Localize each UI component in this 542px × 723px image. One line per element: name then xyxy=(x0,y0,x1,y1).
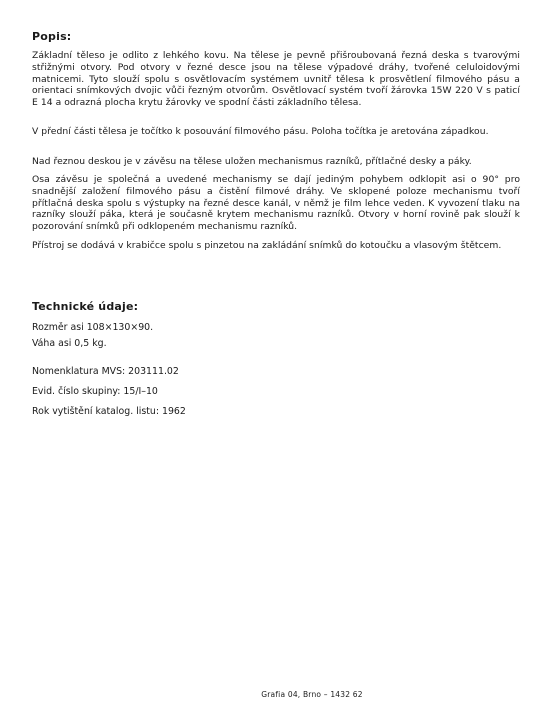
paragraph-body: Základní těleso je odlito z lehkého kovu. Na tělese je pevně přišroubovaná řezná deska s tvarovými střižnými otvory. Pod otvory v řezné desce jsou na tělese výpadové dráhy, tvořené celuloidovými matnicemi. Tyto slouží spolu s osvětlovacím systémem uvnitř tělesa k prosvětlení filmového pásu a orientaci snímkových dvojic vůči řezným otvorům. Osvětlovací systém tvoří žárovka 15W 220 V s paticí E 14 a odrazná plocha krytu žárovky ve spodní části základního tělesa. xyxy=(32,50,520,109)
nomenclature-text: Nomenklatura MVS: 203111.02 xyxy=(32,366,179,377)
paragraph-mechanism: Nad řeznou deskou je v závěsu na tělese uložen mechanismus razníků, přítlačné desky a páky. xyxy=(32,156,472,167)
paragraph-hinge: Osa závěsu je společná a uvedené mechanismy se dají jediným pohybem odklopit asi o 90° pro snadnější založení filmového pásu a čistění filmové dráhy. Ve sklopené poloze mechanismu tvoří přítlačná deska spolu s výstupky na řezné desce kanál, v němž je film lehce veden. K vyvození tlaku na razníky slouží páka, která je současně krytem mechanismu razníků. Otvory v horní rovině pak slouží k pozorování snímků při odklopeném mechanismu razníků. xyxy=(32,174,520,233)
paragraph-wheel: V přední části tělesa je točítko k posouvání filmového pásu. Poloha točítka je aretována západkou. xyxy=(32,126,489,137)
print-year-text: Rok vytištění katalog. listu: 1962 xyxy=(32,406,186,417)
weight-text: Váha asi 0,5 kg. xyxy=(32,338,107,349)
printer-footer xyxy=(0,690,542,699)
paragraph-packaging: Přístroj se dodává v krabičce spolu s pinzetou na zakládání snímků do kotoučku a vlasovým štětcem. xyxy=(32,240,502,251)
dimensions-text: Rozměr asi 108×130×90. xyxy=(32,322,154,333)
description-heading: Popis: xyxy=(32,30,72,43)
printer-text: Grafia 04, Brno – 1432 62 xyxy=(261,690,363,699)
group-number-text: Evid. číslo skupiny: 15/I–10 xyxy=(32,386,158,397)
technical-heading: Technické údaje: xyxy=(32,300,139,313)
